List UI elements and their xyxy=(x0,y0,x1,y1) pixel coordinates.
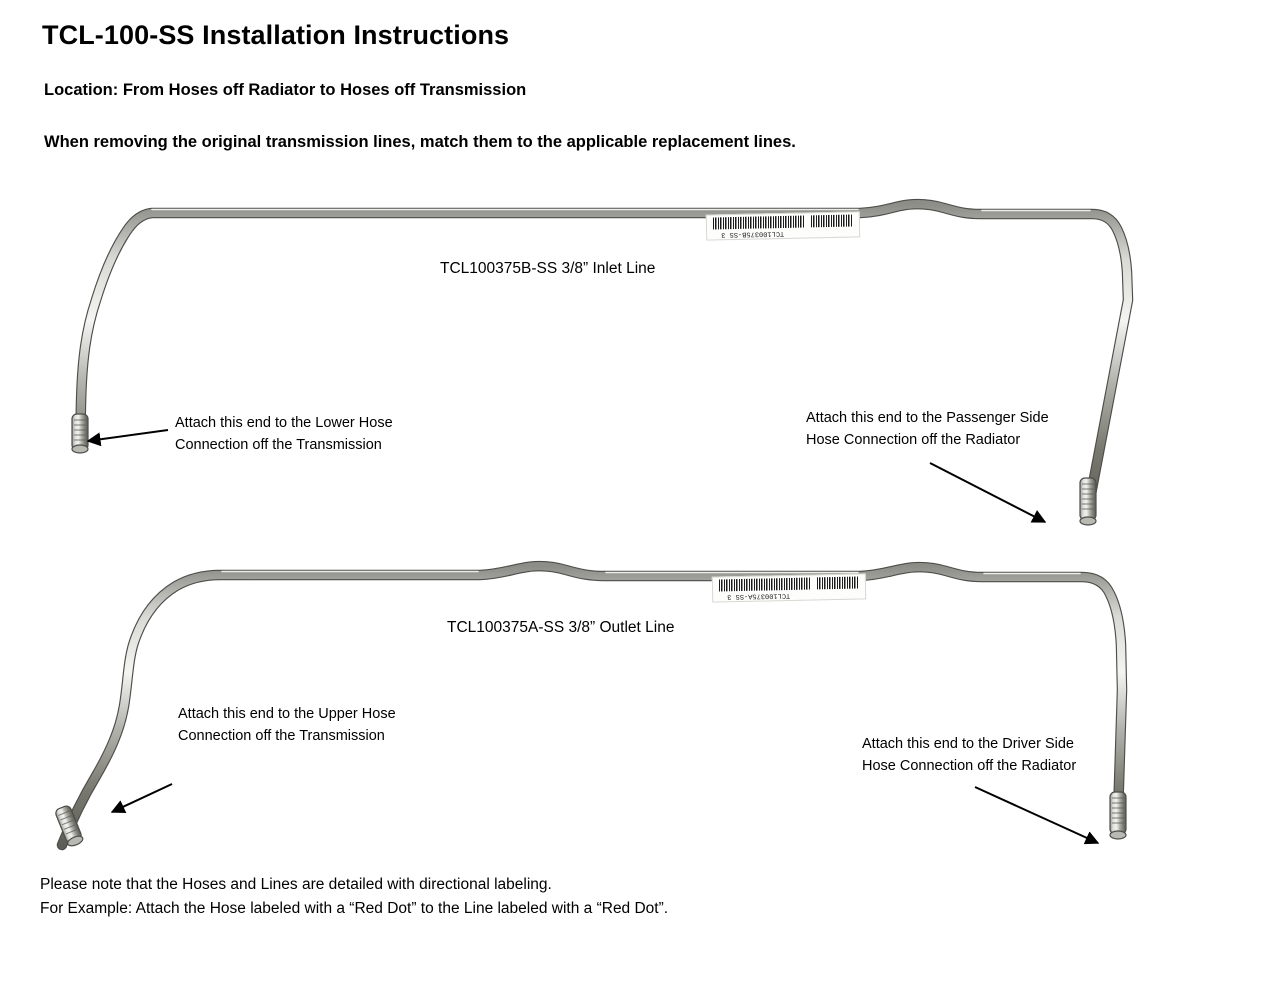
outlet-right-end-fitting xyxy=(1110,792,1126,839)
arrow-passenger-side xyxy=(930,463,1045,522)
inlet-left-end-fitting xyxy=(72,414,88,453)
outlet-barcode-label: TCL100375A-SS 3 xyxy=(712,573,867,602)
footnote-directional-labeling: Please note that the Hoses and Lines are detailed with directional labeling. xyxy=(40,876,552,893)
location-subtitle: Location: From Hoses off Radiator to Hoses off Transmission xyxy=(44,81,527,99)
arrow-driver-side xyxy=(975,787,1098,843)
page-title: TCL-100-SS Installation Instructions xyxy=(42,20,510,50)
callout-passenger-side-radiator: Attach this end to the Passenger Side Hose Connection off the Radiator xyxy=(806,410,1049,448)
inlet-part-label: TCL100375B-SS 3/8” Inlet Line xyxy=(440,260,656,277)
inlet-line-art xyxy=(72,204,1128,525)
callout-driver-side-radiator: Attach this end to the Driver Side Hose Connection off the Radiator xyxy=(862,736,1077,774)
outlet-left-end-fitting xyxy=(54,805,84,848)
footnote-red-dot-example: For Example: Attach the Hose labeled with a “Red Dot” to the Line labeled with a “Red Dot”. xyxy=(40,900,669,917)
callout-lower-hose-transmission: Attach this end to the Lower Hose Connection off the Transmission xyxy=(175,415,393,453)
matching-instruction: When removing the original transmission lines, match them to the applicable replacement lines. xyxy=(44,133,796,151)
outlet-part-label: TCL100375A-SS 3/8” Outlet Line xyxy=(447,619,675,636)
callout-upper-hose-transmission: Attach this end to the Upper Hose Connection off the Transmission xyxy=(178,706,396,744)
inlet-barcode-label: TCL100375B-SS 3 xyxy=(706,211,861,240)
arrow-lower-hose xyxy=(88,430,168,441)
arrow-upper-hose xyxy=(112,784,172,812)
inlet-right-end-fitting xyxy=(1080,478,1096,525)
